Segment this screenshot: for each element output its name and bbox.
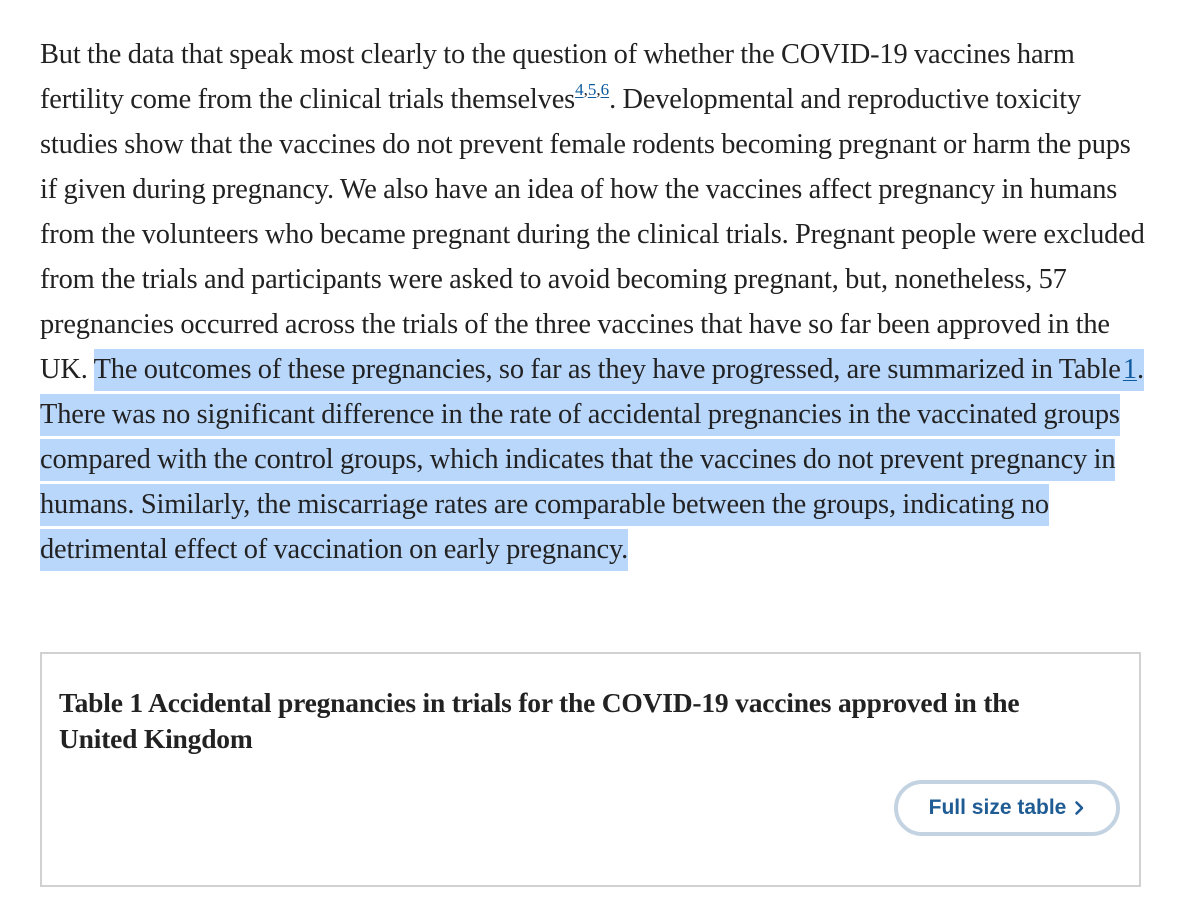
paragraph-text: . Developmental and reproductive toxicity studies show that the vaccines do not prevent female rodents becoming pregnant or harm the pups if given during pregnancy. We also have an idea of how the vaccines affect pregnancy in humans from the volunteers who became pregnant during the clinical trials. Pregnant people were excluded from the trials and participants were asked to avoid becoming pregnant, but, nonetheless, 57 pregnancies occurred across the trials of the three vaccines that have so far been approved in the UK. [40, 84, 1145, 385]
reference-separator: , [583, 80, 588, 99]
full-size-table-label: Full size table [928, 796, 1067, 819]
reference-link-5[interactable]: 5 [587, 80, 597, 99]
reference-link-4[interactable]: 4 [575, 80, 584, 99]
table-caption: Table 1 Accidental pregnancies in trials for the COVID-19 vaccines approved in the United Kingdom [59, 687, 1020, 754]
full-size-table-button[interactable] [894, 780, 1120, 836]
paragraph-text: But the data that speak most clearly to the question of whether the COVID-19 vaccines harm fertility come from the clinical trials themselves [40, 39, 1075, 115]
reference-link-6[interactable]: 6 [600, 80, 610, 99]
highlighted-selection [40, 349, 1144, 571]
highlighted-text: The outcomes of these pregnancies, so far as they have progressed, are summarized in Table [93, 354, 1121, 385]
table-reference-link[interactable]: 1 [1122, 354, 1137, 385]
article-body [40, 32, 1150, 572]
reference-superscripts [575, 80, 609, 99]
chevron-right-icon [1074, 800, 1085, 816]
article-paragraph [40, 32, 1150, 572]
highlighted-text: . There was no significant difference in the rate of accidental pregnancies in the vaccinated groups compared with the control groups, which indicates that the vaccines do not prevent pregnancy in humans. Similarly, the miscarriage rates are comparable between the groups, indicating no detrimental effect of vaccination on early pregnancy. [40, 354, 1144, 565]
reference-separator: , [596, 80, 601, 99]
table-panel [40, 652, 1141, 887]
